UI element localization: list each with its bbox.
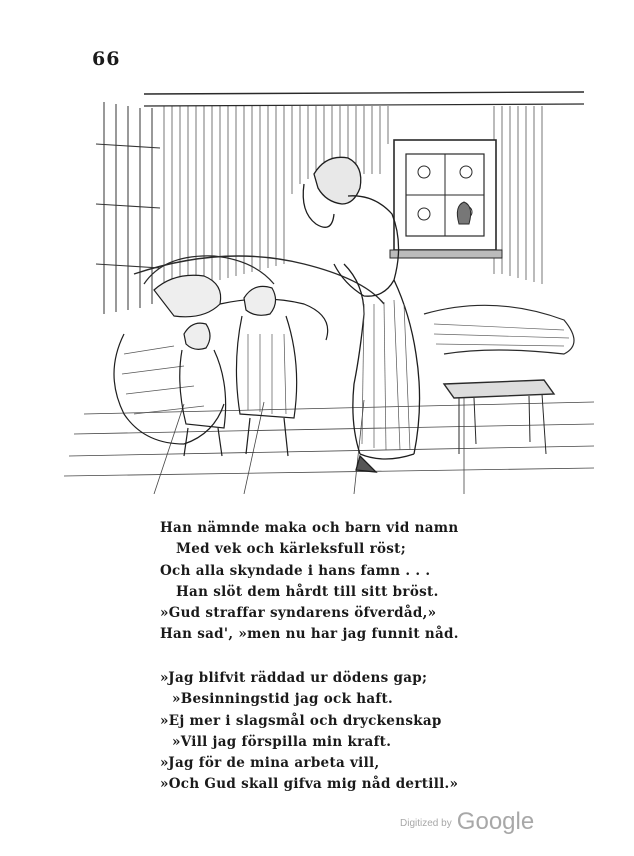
poem-line: »Gud straffar syndarens öfverdåd,»	[160, 605, 437, 622]
engraving-illustration	[64, 84, 594, 494]
page-number: 66	[92, 48, 121, 70]
poem-line: »Ej mer i slagsmål och dryckenskap	[160, 712, 442, 729]
poem-line: Och alla skyndade i hans famn . . .	[160, 562, 431, 579]
google-logo: Google	[456, 808, 535, 835]
poem-line: »Jag för de mina arbeta vill,	[160, 755, 380, 772]
poem-line: »Och Gud skall gifva mig nåd dertill.»	[160, 776, 459, 793]
digitized-by-watermark	[400, 808, 534, 836]
poem-line: »Jag blifvit räddad ur dödens gap;	[160, 670, 428, 686]
digitized-prefix: Digitized by	[400, 818, 452, 829]
poem-line: Han slöt dem hårdt till sitt bröst.	[176, 583, 439, 600]
poem-stanza-2	[160, 668, 458, 796]
poem-line: Med vek och kärleksfull röst;	[176, 541, 406, 558]
poem-stanza-1	[160, 518, 459, 646]
family-group	[114, 275, 328, 456]
poem-line: Han sad', »men nu har jag funnit nåd.	[160, 626, 459, 643]
poem-line: Han nämnde maka och barn vid namn	[160, 520, 459, 536]
poem-line: »Besinningstid jag ock haft.	[172, 691, 394, 708]
poem-line: »Vill jag förspilla min kraft.	[172, 733, 392, 750]
